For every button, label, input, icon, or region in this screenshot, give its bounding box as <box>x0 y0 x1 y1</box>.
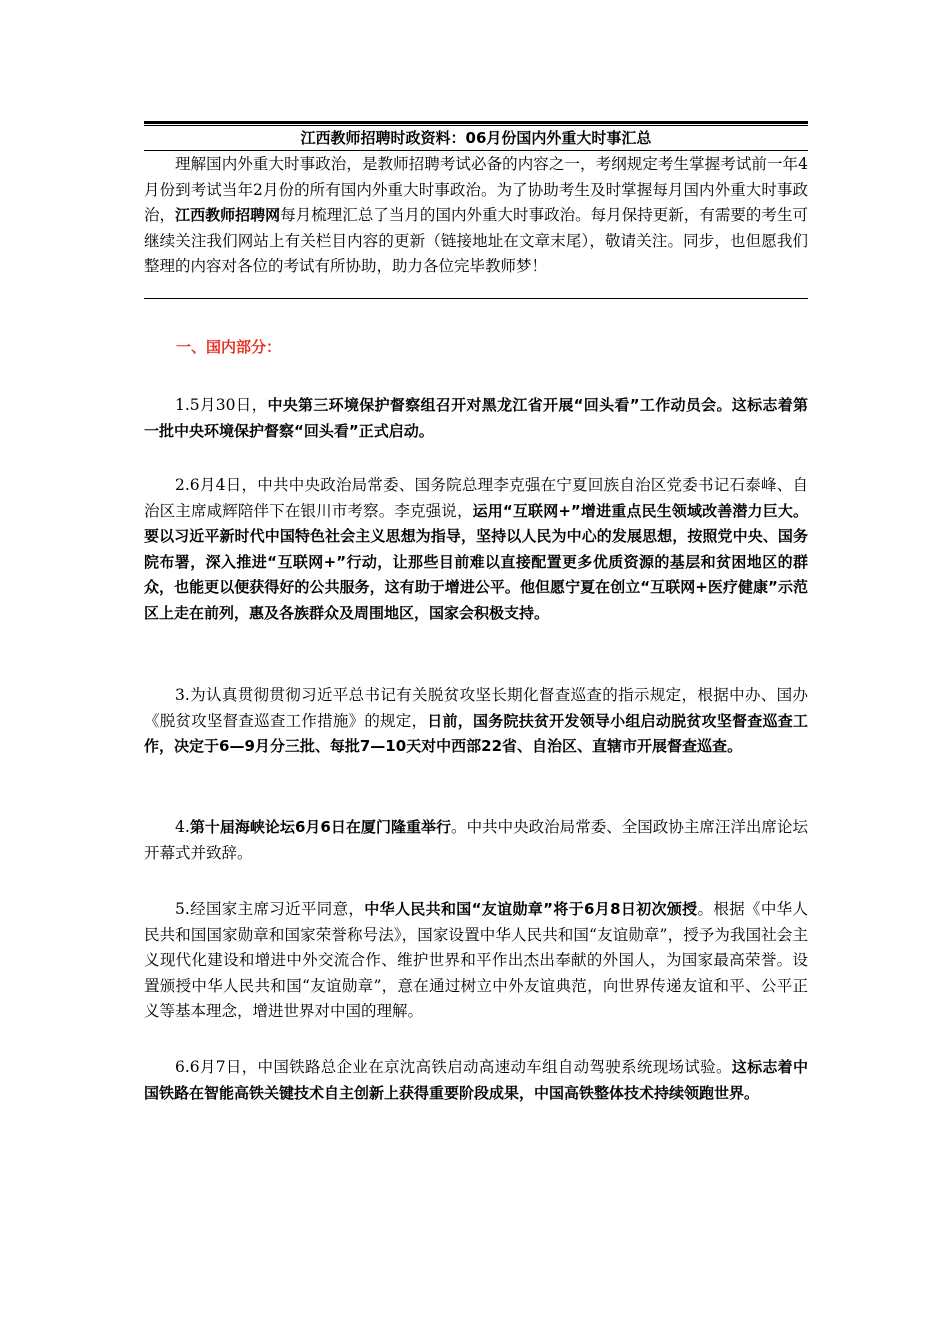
news-item-1-prefix: 1.5月30日， <box>175 396 268 414</box>
news-item-6-prefix: 6.6月7日，中国铁路总企业在京沈高铁启动高速动车组自动驾驶系统现场试验。 <box>175 1058 732 1076</box>
news-item-5 <box>144 897 808 1025</box>
news-item-4 <box>144 815 808 866</box>
header-rule-thin <box>144 125 808 126</box>
news-item-2-bold: 运用“互联网+”增进重点民生领域改善潜力巨大。要以习近平新时代中国特色社会主义思想为指导，坚持以人民为中心的发展思想，按照党中央、国务院布署，深入推进“互联网+”行动，让那些目前难以直接配置更多优质资源的基层和贫困地区的群众，也能更以便获得好的公共服务，这有助于增进公平。他但愿宁夏在创立“互联网+医疗健康”示范区上走在前列，惠及各族群众及周围地区，国家会积极支持。 <box>144 501 808 622</box>
news-item-2 <box>144 473 808 626</box>
news-item-3-bold: 日前，国务院扶贫开发领导小组启动脱贫攻坚督查巡查工作，决定于6—9月分三批、每批7—10天对中西部22省、自治区、直辖市开展督查巡查。 <box>144 711 808 755</box>
news-item-1 <box>144 393 808 444</box>
document-title: 江西教师招聘时政资料：06月份国内外重大时事汇总 <box>300 129 652 147</box>
intro-bold-site: 江西教师招聘网 <box>175 206 281 224</box>
news-item-4-bold: 第十届海峡论坛6月6日在厦门隆重举行 <box>189 818 452 836</box>
intro-bottom-rule <box>144 298 808 299</box>
header-rule-thick <box>144 121 808 124</box>
news-item-5-prefix: 5.经国家主席习近平同意， <box>175 900 365 918</box>
news-item-4-prefix: 4. <box>175 818 190 836</box>
news-item-3 <box>144 683 808 760</box>
news-item-2-prefix: 2.6月4日，中共中央政治局常委、国务院总理李克强在宁夏回族自治区党委书记石泰峰、自治区主席咸辉陪伴下在银川市考察。李克强说， <box>144 476 808 520</box>
intro-text-1: 理解国内外重大时事政治，是教师招聘考试必备的内容之一，考纲规定考生掌握考试前一年4月份到考试当年2月份的所有国内外重大时事政治。为了协助考生及时掌握每月国内外重大时事政治， <box>144 155 808 224</box>
intro-text-2: 每月梳理汇总了当月的国内外重大时事政治。每月保持更新，有需要的考生可继续关注我们网站上有关栏目内容的更新（链接地址在文章末尾），敬请关注。同步，也但愿我们整理的内容对各位的考试有所协助，助力各位完毕教师梦！ <box>144 206 808 275</box>
section-title-domestic: 一、国内部分： <box>176 338 282 356</box>
news-item-3-prefix: 3.为认真贯彻贯彻习近平总书记有关脱贫攻坚长期化督查巡查的指示规定，根据中办、国办《脱贫攻坚督查巡查工作措施》的规定， <box>144 686 808 730</box>
title-rule <box>144 150 808 151</box>
news-item-6-bold: 这标志着中国铁路在智能高铁关键技术自主创新上获得重要阶段成果，中国高铁整体技术持续领跑世界。 <box>144 1058 808 1102</box>
news-item-6 <box>144 1055 808 1106</box>
news-item-4-suffix: 。中共中央政治局常委、全国政协主席汪洋出席论坛开幕式并致辞。 <box>144 818 808 862</box>
news-item-5-suffix: 。根据《中华人民共和国国家勋章和国家荣誉称号法》，国家设置中华人民共和国“友谊勋章”，授予为我国社会主义现代化建设和增进中外交流合作、维护世界和平作出杰出奉献的外国人，为国家最高荣誉。设置颁授中华人民共和国“友谊勋章”，意在通过树立中外友谊典范，向世界传递友谊和平、公平正义等基本理念，增进世界对中国的理解。 <box>144 900 808 1020</box>
intro-paragraph <box>144 152 808 280</box>
news-item-1-bold: 中央第三环境保护督察组召开对黑龙江省开展“回头看”工作动员会。这标志着第一批中央环境保护督察“回头看”正式启动。 <box>144 396 808 440</box>
news-item-5-bold: 中华人民共和国“友谊勋章”将于6月8日初次颁授 <box>364 900 698 918</box>
